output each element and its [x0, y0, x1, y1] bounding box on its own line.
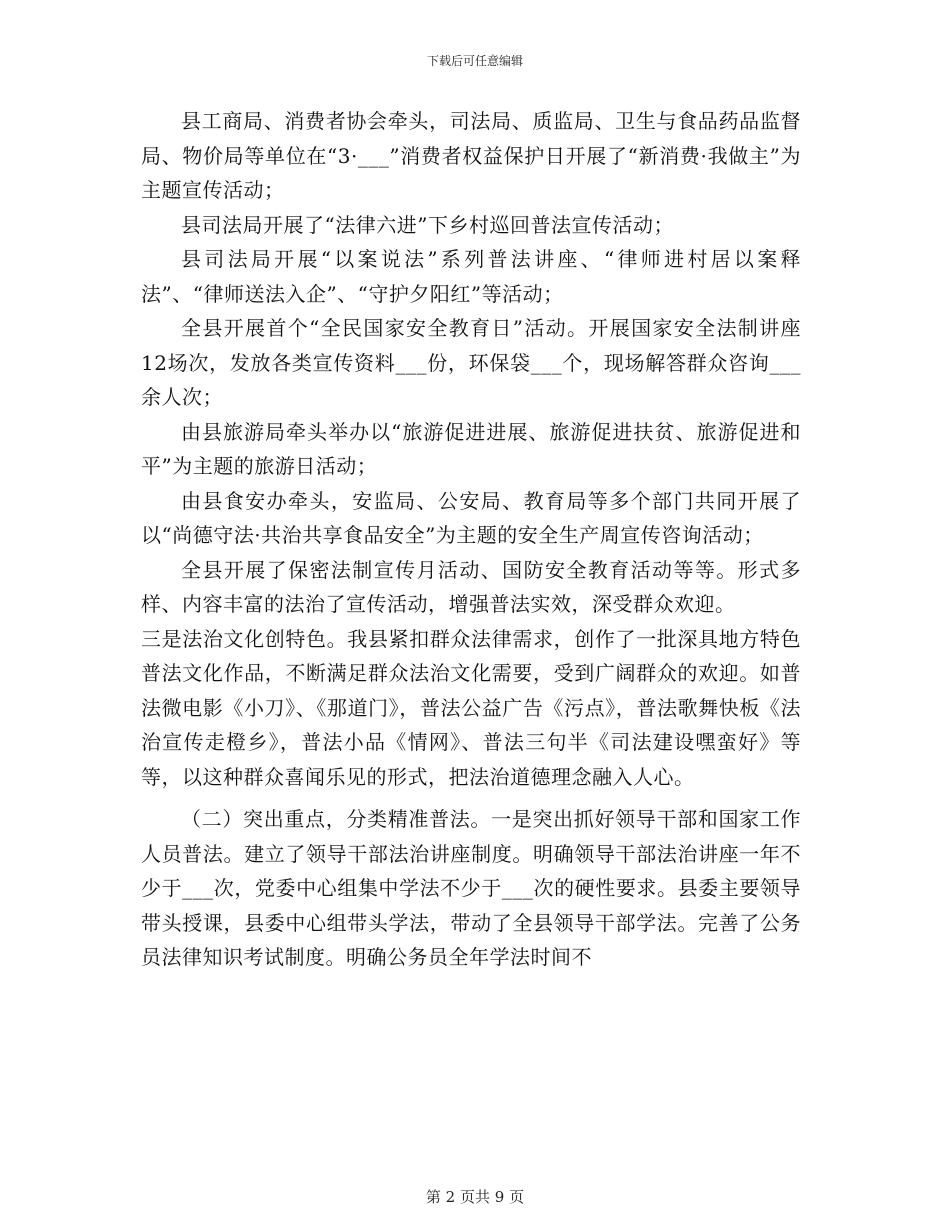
page-number: 第 2 页共 9 页	[425, 1188, 525, 1206]
paragraph-case-lectures: 县司法局开展“以案说法”系列普法讲座、“律师进村居以案释法”、“律师送法入企”、“守护夕阳红”等活动；	[141, 247, 801, 306]
paragraph-tourism-day: 由县旅游局牵头举办以“旅游促进进展、旅游促进扶贫、旅游促进和平”为主题的旅游日活动；	[141, 419, 801, 478]
paragraph-law-six-into: 县司法局开展了“法律六进”下乡村巡回普法宣传活动；	[181, 212, 674, 237]
paragraph-national-security-day: 全县开展首个“全民国家安全教育日”活动。开展国家安全法制讲座12场次，发放各类宣传资料___份，环保袋___个，现场解答群众咨询___余人次；	[141, 316, 801, 409]
paragraph-secrecy-month: 全县开展了保密法制宣传月活动、国防安全教育活动等等。形式多样、内容丰富的法治了宣传活动，增强普法实效，深受群众欢迎。	[141, 557, 801, 616]
paragraph-consumer-rights-day: 县工商局、消费者协会牵头，司法局、质监局、卫生与食品药品监督局、物价局等单位在“3·___”消费者权益保护日开展了“新消费·我做主”为主题宣传活动；	[141, 109, 801, 202]
page-header-note: 下载后可任意编辑	[426, 54, 523, 68]
paragraph-legal-culture: 三是法治文化创特色。我县紧扣群众法律需求，创作了一批深具地方特色普法文化作品，不断满足群众法治文化需要，受到广阔群众的欢迎。如普法微电影《小刀》、《那道门》，普法公益广告《污点》，普法歌舞快板《法治宣传走橙乡》，普法小品《情网》、普法三句半《司法建设嘿蛮好》等等，以这种群众喜闻乐见的形式，把法治道德理念融入人心。	[141, 626, 801, 789]
document-body	[141, 104, 801, 975]
paragraph-section-two: （二）突出重点，分类精准普法。一是突出抓好领导干部和国家工作人员普法。建立了领导干部法治讲座制度。明确领导干部法治讲座一年不少于___次，党委中心组集中学法不少于___次的硬性要求。县委主要领导带头授课，县委中心组带头学法，带动了全县领导干部学法。完善了公务员法律知识考试制度。明确公务员全年学法时间不	[141, 807, 801, 969]
paragraph-food-safety-week: 由县食安办牵头，安监局、公安局、教育局等多个部门共同开展了以“尚德守法·共治共享食品安全”为主题的安全生产周宣传咨询活动；	[141, 488, 801, 547]
